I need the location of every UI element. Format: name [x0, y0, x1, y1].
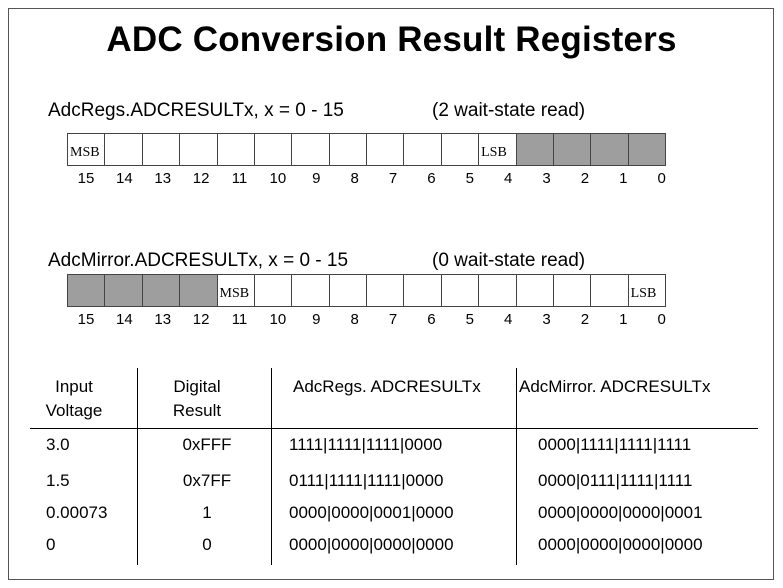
header-divider — [30, 428, 758, 429]
register1-bit-field — [67, 133, 666, 166]
register-bit-cell — [217, 274, 255, 307]
bit-number: 2 — [580, 311, 590, 328]
register-bit-cell — [516, 133, 554, 166]
cell-digital-result: 1 — [202, 503, 212, 522]
register-bit-cell — [67, 133, 105, 166]
cell-input-voltage: 3.0 — [46, 435, 70, 454]
register-bit-cell — [254, 274, 292, 307]
register-bit-cell — [590, 274, 628, 307]
register-bit-cell — [329, 274, 367, 307]
register-bit-cell — [104, 274, 142, 307]
register-bit-cell — [403, 133, 441, 166]
cell-input-voltage: 0.00073 — [46, 503, 108, 522]
bit-number: 14 — [116, 170, 133, 187]
column-divider — [271, 368, 272, 565]
register-bit-cell — [553, 133, 591, 166]
page-title: ADC Conversion Result Registers — [106, 20, 677, 59]
cell-digital-result: 0x7FF — [182, 471, 232, 490]
bit-number: 8 — [350, 170, 359, 187]
register-bit-cell — [179, 274, 217, 307]
bit-number: 9 — [312, 311, 321, 328]
register-bit-cell — [516, 274, 554, 307]
register-bit-cell — [403, 274, 441, 307]
cell-adcmirror-value: 0000|0000|0000|0000 — [538, 535, 703, 554]
column-divider — [516, 368, 517, 565]
header-input-voltage: Input Voltage — [45, 377, 103, 420]
register-bit-cell — [179, 133, 217, 166]
register2-wait-state-note: (0 wait-state read) — [432, 250, 586, 271]
bit-number: 0 — [657, 311, 666, 328]
header-digital-result: Digital Result — [172, 377, 222, 420]
register2-bit-field — [67, 274, 666, 307]
bit-number: 8 — [350, 311, 359, 328]
bit-number: 11 — [231, 311, 248, 328]
register-bit-cell — [254, 133, 292, 166]
bit-number: 7 — [388, 311, 398, 328]
register1-bit-numbers — [67, 170, 681, 188]
lsb-marker: LSB — [481, 145, 507, 160]
cell-input-voltage: 0 — [46, 535, 56, 554]
register-bit-cell — [104, 133, 142, 166]
cell-adcmirror-value: 0000|1111|1111|1111 — [538, 435, 692, 454]
bit-number: 1 — [619, 170, 628, 187]
register1-wait-state-note: (2 wait-state read) — [432, 100, 586, 121]
register-bit-cell — [628, 133, 666, 166]
bit-number: 1 — [619, 311, 628, 328]
bit-number: 6 — [427, 311, 436, 328]
register-bit-cell — [366, 274, 404, 307]
bit-number: 9 — [312, 170, 321, 187]
bit-number: 12 — [192, 311, 210, 328]
bit-number: 3 — [542, 311, 551, 328]
register-bit-cell — [441, 274, 479, 307]
bit-number: 10 — [269, 170, 287, 187]
cell-input-voltage: 1.5 — [46, 471, 70, 490]
register2-bit-numbers — [67, 311, 681, 329]
msb-marker: MSB — [70, 145, 100, 160]
bit-number: 7 — [388, 170, 398, 187]
register-bit-cell — [628, 274, 666, 307]
cell-adcregs-value: 1111|1111|1111|0000 — [289, 435, 443, 454]
register-bit-cell — [366, 133, 404, 166]
header-adcregs: AdcRegs. ADCRESULTx — [293, 377, 481, 396]
bit-number: 5 — [465, 311, 474, 328]
bit-number: 13 — [154, 170, 172, 187]
bit-number: 10 — [269, 311, 287, 328]
column-divider — [137, 368, 138, 565]
register2-caption: AdcMirror.ADCRESULTx, x = 0 - 15 — [48, 250, 349, 271]
header-adcmirror: AdcMirror. ADCRESULTx — [519, 377, 711, 396]
register-bit-cell — [142, 133, 180, 166]
msb-marker: MSB — [219, 286, 250, 301]
bit-number: 11 — [231, 170, 248, 187]
cell-digital-result: 0 — [202, 535, 212, 554]
register-bit-cell — [291, 274, 329, 307]
register-bit-cell — [329, 133, 367, 166]
register-bit-cell — [590, 133, 628, 166]
register-bit-cell — [217, 133, 255, 166]
cell-adcmirror-value: 0000|0000|0000|0001 — [538, 503, 703, 522]
bit-number: 13 — [154, 311, 172, 328]
register-bit-cell — [142, 274, 180, 307]
bit-number: 6 — [427, 170, 436, 187]
bit-number: 4 — [503, 170, 513, 187]
bit-number: 15 — [77, 311, 95, 328]
lsb-marker: LSB — [630, 286, 657, 301]
bit-number: 5 — [465, 170, 474, 187]
bit-number: 14 — [116, 311, 133, 328]
register-bit-cell — [291, 133, 329, 166]
bit-number: 4 — [503, 311, 513, 328]
cell-adcregs-value: 0111|1111|1111|0000 — [289, 471, 444, 490]
register-bit-cell — [478, 274, 516, 307]
cell-digital-result: 0xFFF — [182, 435, 232, 454]
bit-number: 2 — [580, 170, 590, 187]
register-bit-cell — [478, 133, 516, 166]
bit-number: 12 — [192, 170, 210, 187]
cell-adcregs-value: 0000|0000|0000|0000 — [289, 535, 454, 554]
register1-caption: AdcRegs.ADCRESULTx, x = 0 - 15 — [48, 100, 344, 121]
cell-adcregs-value: 0000|0000|0001|0000 — [289, 503, 454, 522]
cell-adcmirror-value: 0000|0111|1111|1111 — [538, 471, 693, 490]
bit-number: 3 — [542, 170, 551, 187]
bit-number: 0 — [657, 170, 666, 187]
bit-number: 15 — [77, 170, 95, 187]
register-bit-cell — [441, 133, 479, 166]
register-bit-cell — [67, 274, 105, 307]
register-bit-cell — [553, 274, 591, 307]
